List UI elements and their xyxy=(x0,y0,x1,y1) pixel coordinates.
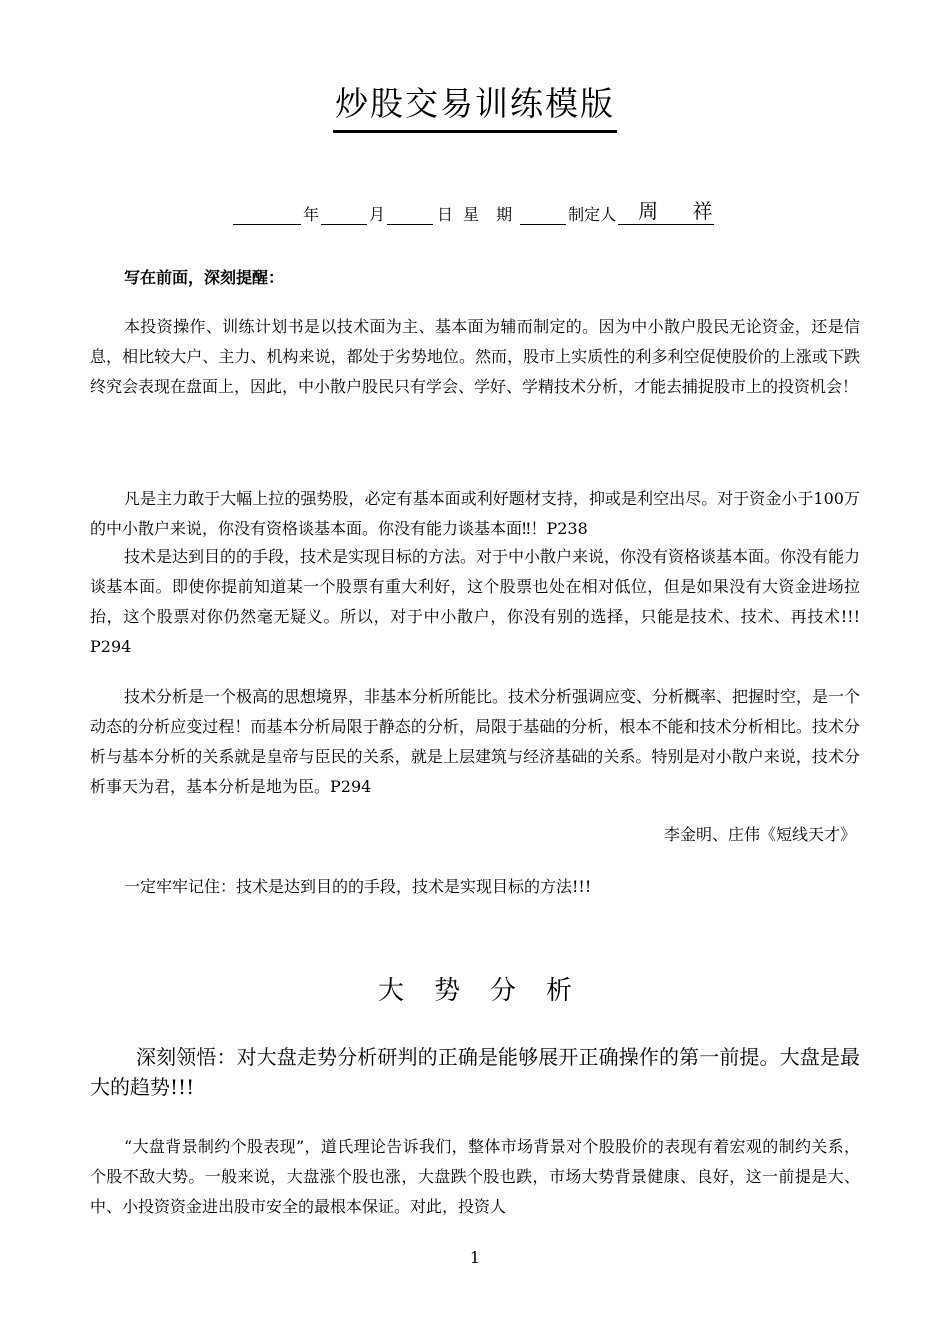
paragraph-technical-analysis: 技术分析是一个极高的思想境界，非基本分析所能比。技术分析强调应变、分析概率、把握时空，是一个动态的分析应变过程！而基本分析局限于静态的分析，局限于基础的分析，根本不能和技术分析相比。技术分析与基本分析的关系就是皇帝与臣民的关系，就是上层建筑与经济基础的关系。特别是对小散户来说，技术分析事天为君，基本分析是地为臣。P294 xyxy=(90,687,861,796)
paragraph-intro: 本投资操作、训练计划书是以技术面为主、基本面为辅而制定的。因为中小散户股民无论资金，还是信息，相比较大户、主力、机构来说，都处于劣势地位。然而，股市上实质性的利多利空促使股价的上涨或下跌终究会表现在盘面上，因此，中小散户股民只有学会、学好、学精技术分析，才能去捕捉股市上的投资机会！ xyxy=(90,317,860,396)
year-blank xyxy=(233,200,301,225)
section-title: 大势分析 xyxy=(377,976,602,1006)
insight-statement: 深刻领悟：对大盘走势分析研判的正确是能够展开正确操作的第一前提。大盘是最大的趋势!!! xyxy=(90,1045,860,1099)
attribution: 李金明、庄伟《短线天才》 xyxy=(663,825,856,844)
page-number: 1 xyxy=(469,1248,481,1267)
title-underline xyxy=(333,130,617,133)
dateline xyxy=(233,199,727,228)
month-label: 月 xyxy=(369,205,386,224)
author-name: 周 祥 xyxy=(618,200,714,225)
preface-heading: 写在前面，深刻提醒： xyxy=(124,268,285,287)
year-label: 年 xyxy=(303,205,320,224)
day-label: 日 xyxy=(437,205,460,224)
month-blank xyxy=(321,200,367,225)
paragraph-fundamentals: 凡是主力敢于大幅上拉的强势股，必定有基本面或利好题材支持，抑或是利空出尽。对于资金小于100万的中小散户来说，你没有资格谈基本面。你没有能力谈基本面‼！P238 xyxy=(90,489,860,538)
paragraph-market: “大盘背景制约个股表现”，道氏理论告诉我们，整体市场背景对个股股价的表现有着宏观的制约关系，个股不敌大势。一般来说，大盘涨个股也涨，大盘跌个股也跌，市场大势背景健康、良好，这一前提是大、中、小投资资金进出股市安全的最根本保证。对此，投资人 xyxy=(90,1137,860,1216)
weekday-blank xyxy=(520,200,566,225)
paragraph-technique: 技术是达到目的的手段，技术是实现目标的方法。对于中小散户来说，你没有资格谈基本面。你没有能力谈基本面。即使你提前知道某一个股票有重大利好，这个股票也处在相对低位，但是如果没有大资金进场拉抬，这个股票对你仍然毫无疑义。所以，对于中小散户，你没有别的选择，只能是技术、技术、再技术!!! P294 xyxy=(90,547,861,656)
day-blank xyxy=(387,200,433,225)
author-label: 制定人 xyxy=(568,205,617,224)
document-title: 炒股交易训练模版 xyxy=(335,84,615,123)
remember-note: 一定牢牢记住：技术是达到目的的手段，技术是实现目标的方法!!! xyxy=(124,877,592,896)
weekday-label: 星 期 xyxy=(463,205,519,224)
